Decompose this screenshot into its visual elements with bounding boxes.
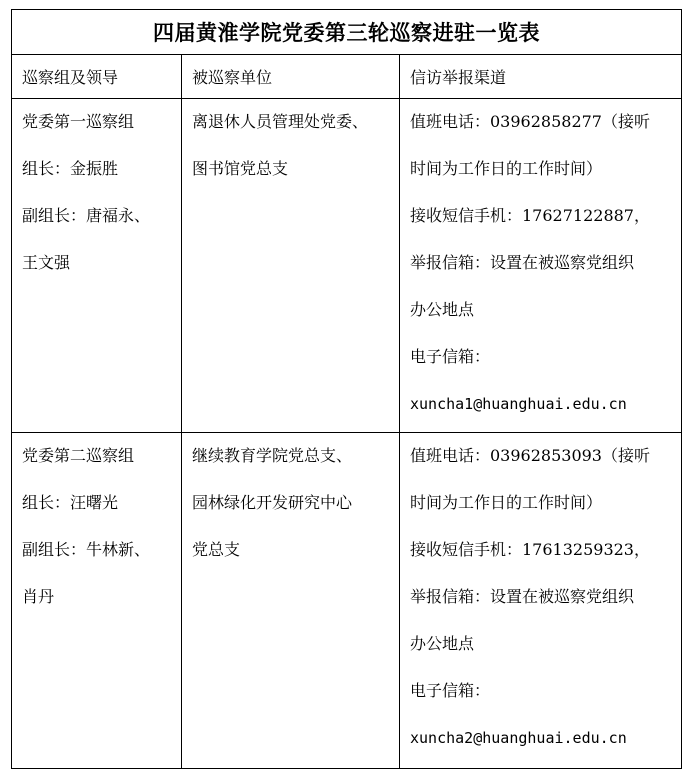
- duty-phone-hours: 时间为工作日的工作时间）: [410, 493, 603, 512]
- sms-phone: 接收短信手机：17627122887，: [410, 206, 650, 225]
- group-leader: 组长：金振胜: [22, 159, 119, 178]
- channel-cell: [400, 99, 682, 433]
- email-label: 电子信箱：: [410, 681, 491, 700]
- group-leader: 组长：汪曙光: [22, 493, 119, 512]
- group-cell: [12, 99, 182, 433]
- report-mailbox: 举报信箱：设置在被巡察党组织: [410, 587, 635, 606]
- header-unit: 被巡察单位: [182, 55, 400, 99]
- email-address[interactable]: xuncha1@huanghuai.edu.cn: [410, 395, 627, 413]
- sms-phone: 接收短信手机：17613259323，: [410, 540, 650, 559]
- group-name: 党委第一巡察组: [22, 112, 135, 131]
- table-row: [12, 433, 682, 769]
- title-row: [12, 10, 682, 55]
- unit-cell: [182, 99, 400, 433]
- group-deputy-cont: 王文强: [22, 253, 71, 272]
- group-deputy: 副组长：牛林新、: [22, 540, 151, 559]
- group-deputy: 副组长：唐福永、: [22, 206, 151, 225]
- unit-line: 继续教育学院党总支、: [192, 446, 353, 465]
- unit-line: 离退休人员管理处党委、: [192, 112, 369, 131]
- report-mailbox: 举报信箱：设置在被巡察党组织: [410, 253, 635, 272]
- email-label: 电子信箱：: [410, 347, 491, 366]
- duty-phone: 值班电话：03962853093（接听: [410, 446, 650, 465]
- duty-phone: 值班电话：03962858277（接听: [410, 112, 650, 131]
- unit-line: 党总支: [192, 540, 241, 559]
- email-address[interactable]: xuncha2@huanghuai.edu.cn: [410, 729, 627, 747]
- group-name: 党委第二巡察组: [22, 446, 135, 465]
- table-row: [12, 99, 682, 433]
- unit-line: 园林绿化开发研究中心: [192, 493, 353, 512]
- group-cell: [12, 433, 182, 769]
- header-channel: 信访举报渠道: [400, 55, 682, 99]
- channel-cell: [400, 433, 682, 769]
- report-mailbox-location: 办公地点: [410, 634, 475, 653]
- unit-line: 图书馆党总支: [192, 159, 289, 178]
- table-title: 四届黄淮学院党委第三轮巡察进驻一览表: [12, 10, 682, 55]
- header-row: [12, 55, 682, 99]
- report-mailbox-location: 办公地点: [410, 300, 475, 319]
- unit-cell: [182, 433, 400, 769]
- group-deputy-cont: 肖丹: [22, 587, 55, 606]
- duty-phone-hours: 时间为工作日的工作时间）: [410, 159, 603, 178]
- inspection-roster-table: [11, 9, 682, 769]
- header-group: 巡察组及领导: [12, 55, 182, 99]
